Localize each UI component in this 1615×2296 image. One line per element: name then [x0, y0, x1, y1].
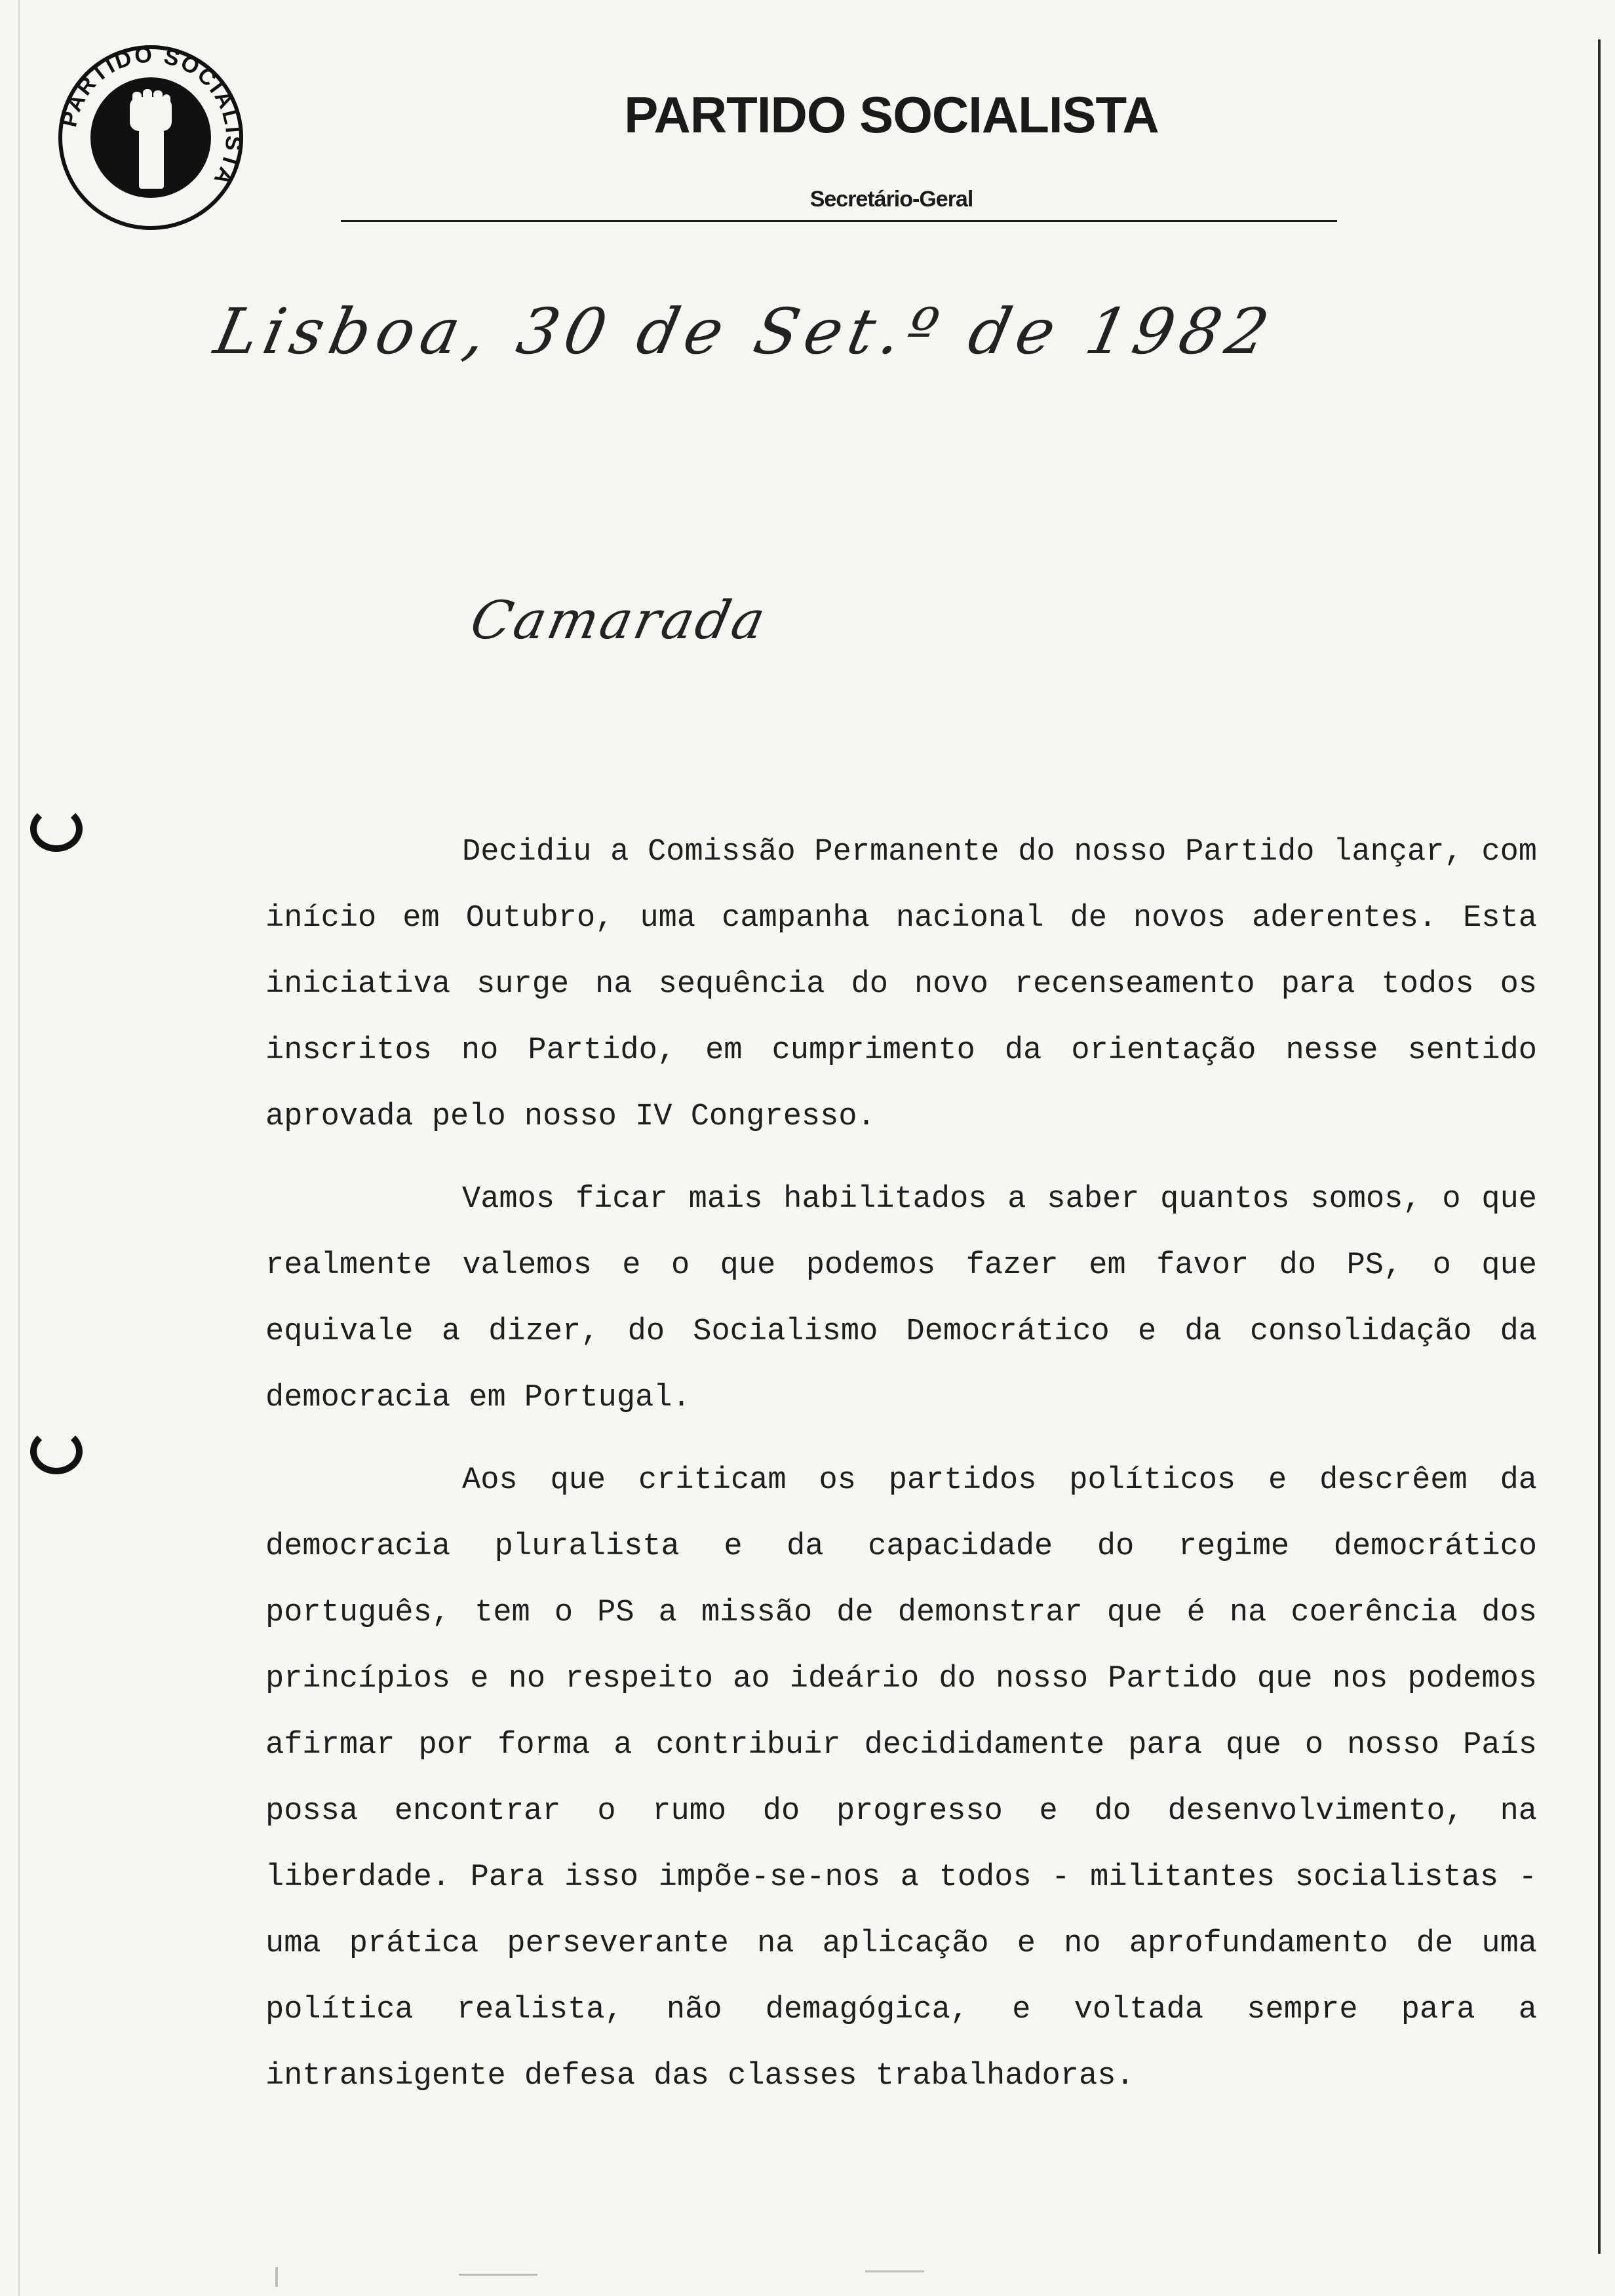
handwritten-salutation: Camarada	[465, 590, 773, 651]
scan-speck	[459, 2274, 537, 2276]
paragraph: Decidiu a Comissão Permanente do nosso Partido lançar, com início em Outubro, uma campanha nacional de novos aderentes. Esta iniciativa surge na sequência do novo recenseamento para todos os inscritos no Partido, em cumprimento da orientação nesse sentido aprovada pelo nosso IV Congresso.	[265, 835, 1537, 1134]
scan-speck	[865, 2270, 924, 2272]
punch-hole-mark	[30, 806, 83, 852]
punch-hole-mark	[30, 1428, 83, 1474]
scan-edge-right	[1598, 39, 1601, 2254]
scan-speck	[275, 2267, 278, 2287]
letter-body	[265, 819, 1537, 2126]
paragraph: Aos que criticam os partidos políticos e descrêem da democracia pluralista e da capacidade do regime democrático português, tem o PS a missão de demonstrar que é na coerência dos princípios e no respeito ao ideário do nosso Partido que nos podemos afirmar por forma a contribuir decididamente para que o nosso País possa encontrar o rumo do progresso e do desenvolvimento, na liberdade. Para isso impõe-se-nos a todos - militantes socialistas - uma prática perseverante na aplicação e no aprofundamento de uma política realista, não demagógica, e voltada sempre para a intransigente defesa das classes trabalhadoras.	[265, 1463, 1537, 2094]
svg-text:PARTIDO SOCIALISTA: PARTIDO SOCIALISTA	[56, 42, 246, 191]
letterhead-subtitle: Secretário-Geral	[809, 187, 973, 212]
paragraph: Vamos ficar mais habilitados a saber quantos somos, o que realmente valemos e o que podemos fazer em favor do PS, o que equivale a dizer, do Socialismo Democrático e da consolidação da democracia em Portugal.	[265, 1182, 1537, 1415]
letterhead-title: PARTIDO SOCIALISTA	[624, 86, 1159, 144]
header-rule	[341, 220, 1337, 222]
scan-edge-left	[18, 0, 20, 2296]
party-logo	[52, 39, 249, 236]
handwritten-date: Lisboa, 30 de Set.º de 1982	[208, 295, 1282, 368]
